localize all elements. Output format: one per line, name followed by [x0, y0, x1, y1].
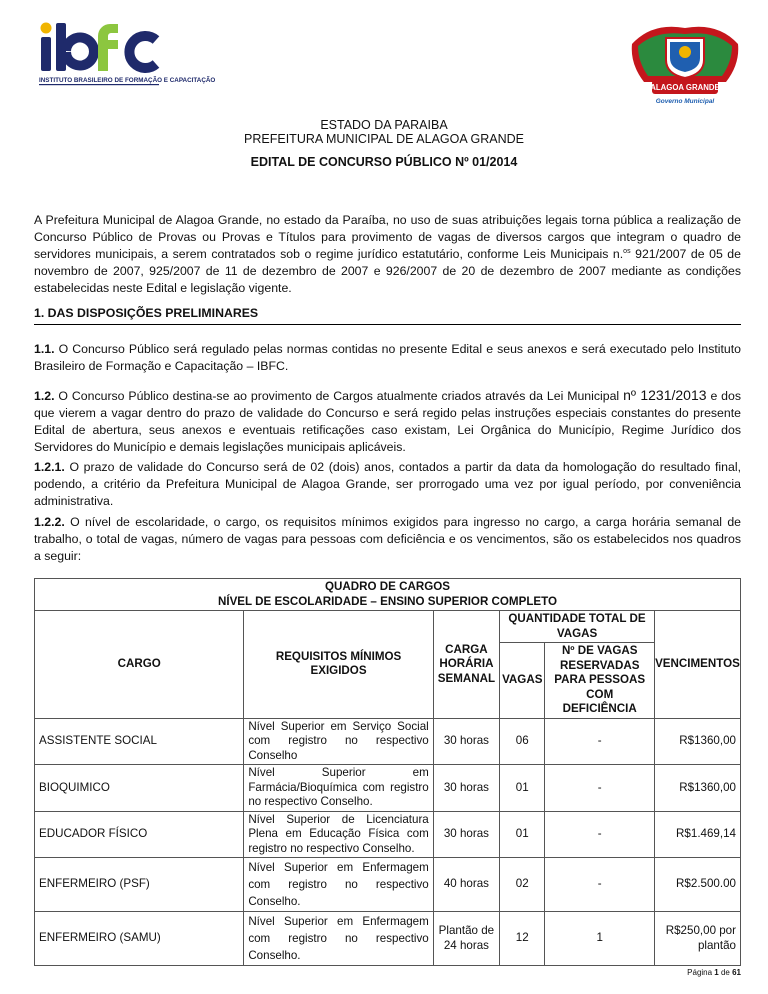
intro-paragraph: A Prefeitura Municipal de Alagoa Grande, no estado da Paraíba, no uso de suas atribuições legais torna pública a realização de Concurso Público de Provas ou Provas e Títulos para provimento de vagas de diversos cargos que integram o quadro de servidores municipais, a serem contratados sob o regime jurídico estatutário, conforme Leis Municipais n.$^{os}$ 921/2007 de 05 de novembro de 2007, 925/2007 de 11 de dezembro de 2007 e 926/2007 de 20 de dezembro de 2007 mediante as condições estabelecidas neste Edital e legislação vigente.	[34, 213, 741, 295]
cell-cargo: ASSISTENTE SOCIAL	[35, 718, 244, 765]
law-number: nº 1231/2013	[623, 387, 707, 403]
alagoa-grande-crest	[622, 24, 748, 106]
cell-pcd: -	[545, 765, 655, 812]
cell-cargo: ENFERMEIRO (PSF)	[35, 858, 244, 912]
table-row	[35, 718, 741, 765]
cell-cargo: EDUCADOR FÍSICO	[35, 811, 244, 858]
ibfc-logo	[36, 18, 216, 100]
cell-cargo: BIOQUIMICO	[35, 765, 244, 812]
cell-requisitos: Nível Superior em Farmácia/Bioquímica com registro no respectivo Conselho.	[244, 765, 433, 812]
table-caption: QUADRO DE CARGOS NÍVEL DE ESCOLARIDADE – ENSINO SUPERIOR COMPLETO	[35, 579, 741, 611]
section-heading: 1. DAS DISPOSIÇÕES PRELIMINARES	[34, 306, 741, 325]
edital-title: EDITAL DE CONCURSO PÚBLICO Nº 01/2014	[250, 155, 518, 169]
table-row	[35, 765, 741, 812]
header-vencimentos: VENCIMENTOS	[654, 611, 740, 719]
paragraph-1-2: 1.2. O Concurso Público destina-se ao provimento de Cargos atualmente criados através da Lei Municipal nº 1231/2013 e dos que vierem a vagar dentro do prazo de validade do Concurso e será regido pelas instruções especiais constantes do presente Edital de abertura, seus anexos e eventuais retificações caso existam, Lei Orgânica do Município, Regime Jurídico dos Servidores do Município e demais legislações municipais aplicáveis.	[34, 387, 742, 454]
prefecture-name: PREFEITURA MUNICIPAL DE ALAGOA GRANDE	[244, 132, 524, 146]
cell-carga: 30 horas	[433, 811, 499, 858]
cell-vagas: 02	[500, 858, 545, 912]
cell-vencimentos: R$1.469,14	[654, 811, 740, 858]
cell-vagas: 01	[500, 811, 545, 858]
cell-pcd: -	[545, 718, 655, 765]
cell-cargo: ENFERMEIRO (SAMU)	[35, 912, 244, 966]
cell-requisitos: Nível Superior de Licenciatura Plena em Educação Física com registro no respectivo Conselho.	[244, 811, 433, 858]
cell-vagas: 01	[500, 765, 545, 812]
cell-requisitos: Nível Superior em Enfermagem com registro no respectivo Conselho.	[244, 912, 433, 966]
cell-carga: 40 horas	[433, 858, 499, 912]
paragraph-1-2-2: 1.2.2. O nível de escolaridade, o cargo, os requisitos mínimos exigidos para ingresso no cargo, a carga horária semanal de trabalho, o total de vagas, número de vagas para pessoas com deficiência e os vencimentos, são os estabelecidos nos quadros a seguir:	[34, 515, 741, 563]
cell-vagas: 12	[500, 912, 545, 966]
table-row	[35, 858, 741, 912]
header-cargo: CARGO	[35, 611, 244, 719]
state-name: ESTADO DA PARAIBA	[320, 118, 448, 132]
cell-vencimentos: R$250,00 por plantão	[654, 912, 740, 966]
cell-carga: 30 horas	[433, 718, 499, 765]
cell-requisitos: Nível Superior em Enfermagem com registro no respectivo Conselho.	[244, 858, 433, 912]
cargos-table	[34, 578, 741, 966]
cell-requisitos: Nível Superior em Serviço Social com registro no respectivo Conselho	[244, 718, 433, 765]
document-header	[0, 118, 768, 169]
table-row	[35, 912, 741, 966]
cell-vencimentos: R$1360,00	[654, 765, 740, 812]
cell-vagas: 06	[500, 718, 545, 765]
header-carga: CARGA HORÁRIA SEMANAL	[433, 611, 499, 719]
header-quantidade: QUANTIDADE TOTAL DE VAGAS	[500, 611, 655, 643]
cell-vencimentos: R$2.500.00	[654, 858, 740, 912]
cell-carga: Plantão de 24 horas	[433, 912, 499, 966]
cell-pcd: -	[545, 858, 655, 912]
header-pcd: Nº DE VAGAS RESERVADAS PARA PESSOAS COM DEFICIÊNCIA	[545, 643, 655, 719]
table-row	[35, 811, 741, 858]
paragraph-1-1: 1.1. O Concurso Público será regulado pelas normas contidas no presente Edital e seus anexos e será executado pelo Instituto Brasileiro de Formação e Capacitação – IBFC.	[34, 342, 741, 373]
crest-subtitle: Governo Municipal	[655, 98, 715, 105]
paragraph-1-2-1: 1.2.1. O prazo de validade do Concurso será de 02 (dois) anos, contados a partir da data da homologação do resultado final, podendo, a critério da Prefeitura Municipal de Alagoa Grande, ser prorrogado uma vez por igual período, por conveniência administrativa.	[34, 460, 741, 508]
crest-banner-text: ALAGOA GRANDE	[650, 83, 720, 92]
cell-pcd: 1	[545, 912, 655, 966]
ibfc-logo-subtitle: INSTITUTO BRASILEIRO DE FORMAÇÃO E CAPACITAÇÃO	[39, 77, 216, 84]
cell-pcd: -	[545, 811, 655, 858]
cell-carga: 30 horas	[433, 765, 499, 812]
header-vagas: VAGAS	[500, 643, 545, 719]
cell-vencimentos: R$1360,00	[654, 718, 740, 765]
page-number: Página 1 de 61	[687, 968, 741, 977]
header-requisitos: REQUISITOS MÍNIMOS EXIGIDOS	[244, 611, 433, 719]
